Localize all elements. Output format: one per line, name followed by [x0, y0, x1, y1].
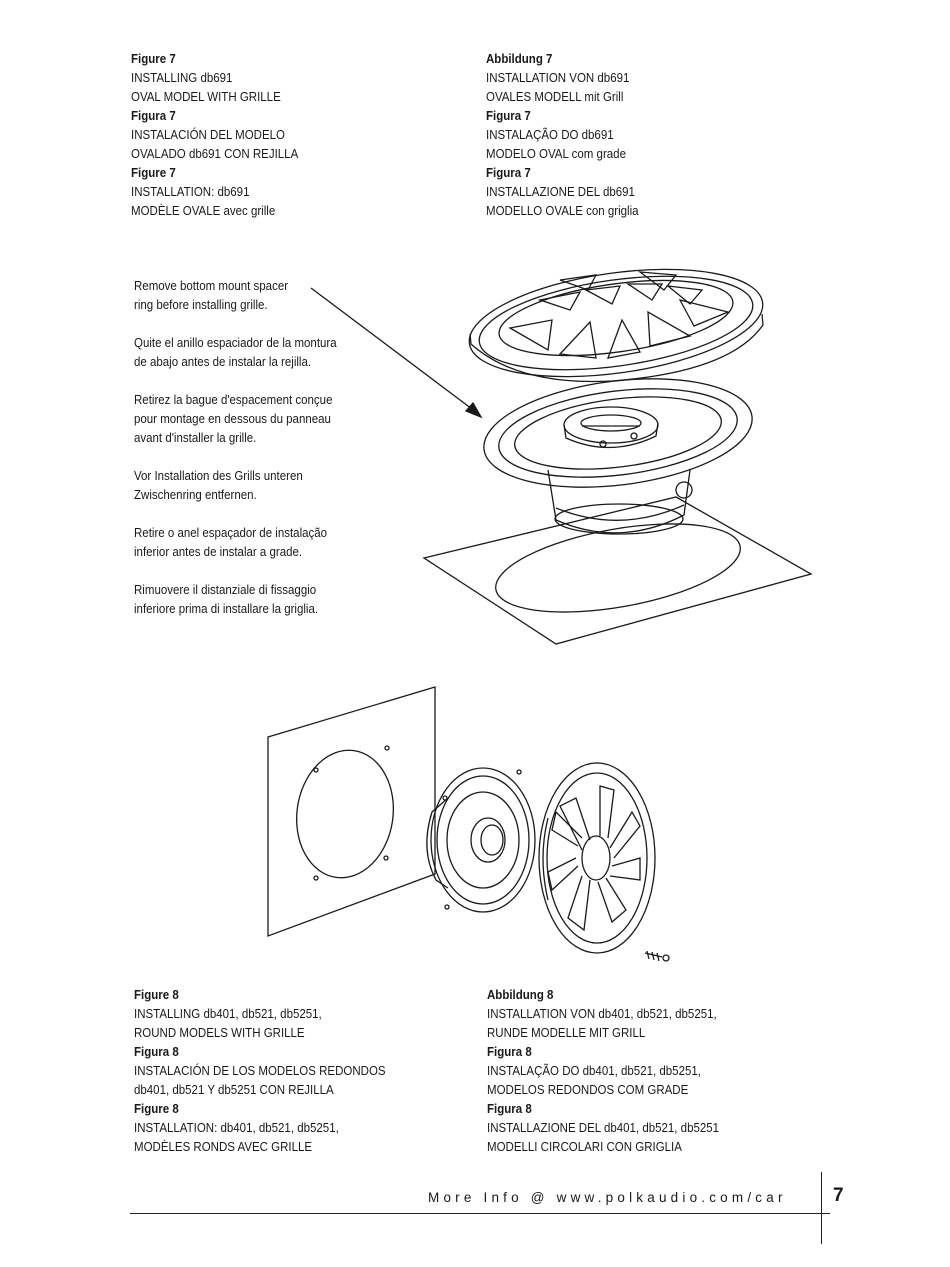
caption-line: ROUND MODELS WITH GRILLE — [134, 1026, 305, 1040]
caption-line: INSTALLATION: db401, db521, db5251, — [134, 1121, 339, 1135]
figure8-caption-right — [487, 986, 719, 1157]
caption-line: MODÈLE OVALE avec grille — [131, 204, 276, 218]
callout-arrow — [311, 288, 481, 417]
footer-url: More Info @ www.polkaudio.com/car — [428, 1190, 787, 1205]
caption-line: INSTALLATION VON db401, db521, db5251, — [487, 1007, 717, 1021]
caption-heading: Figura 7 — [131, 109, 176, 123]
caption-line: RUNDE MODELLE MIT GRILL — [487, 1026, 646, 1040]
caption-line: MODELOS REDONDOS COM GRADE — [487, 1083, 689, 1097]
round-mounting-panel — [268, 687, 435, 936]
oval-mounting-panel — [424, 497, 811, 644]
caption-heading: Abbildung 7 — [486, 52, 553, 66]
callout-line: Remove bottom mount spacer — [134, 279, 289, 293]
figure8-caption-left — [134, 986, 386, 1157]
callout-line: pour montage en dessous du panneau — [134, 412, 331, 426]
caption-heading: Figura 7 — [486, 109, 531, 123]
callout-line: Zwischenring entfernen. — [134, 488, 257, 502]
round-grille — [539, 763, 655, 953]
caption-heading: Figura 7 — [486, 166, 531, 180]
footer-rule — [130, 1213, 830, 1214]
callout-line: Retire o anel espaçador de instalação — [134, 526, 328, 540]
caption-heading: Figure 7 — [131, 52, 176, 66]
caption-line: INSTALLAZIONE DEL db691 — [486, 185, 635, 199]
caption-line: OVALADO db691 CON REJILLA — [131, 147, 299, 161]
callout-line: Vor Installation des Grills unteren — [134, 469, 303, 483]
caption-heading: Figura 8 — [134, 1045, 179, 1059]
callout-line: de abajo antes de instalar la rejilla. — [134, 355, 312, 369]
caption-line: MODELLI CIRCOLARI CON GRIGLIA — [487, 1140, 682, 1154]
callout-line: Retirez la bague d'espacement conçue — [134, 393, 333, 407]
caption-heading: Figura 8 — [487, 1102, 532, 1116]
caption-line: OVALES MODELL mit Grill — [486, 90, 624, 104]
caption-line: INSTALAÇÃO DO db401, db521, db5251, — [487, 1064, 701, 1078]
oval-speaker — [478, 365, 759, 534]
caption-line: INSTALACIÓN DEL MODELO — [131, 128, 286, 142]
page-number: 7 — [833, 1185, 844, 1206]
caption-heading: Figura 8 — [487, 1045, 532, 1059]
caption-heading: Figure 8 — [134, 1102, 179, 1116]
caption-line: MODELLO OVALE con griglia — [486, 204, 639, 218]
caption-line: INSTALLING db691 — [131, 71, 233, 85]
caption-line: MODÈLES RONDS AVEC GRILLE — [134, 1140, 313, 1154]
caption-line: INSTALLAZIONE DEL db401, db521, db5251 — [487, 1121, 720, 1135]
caption-heading: Abbildung 8 — [487, 988, 554, 1002]
callout-line: Rimuovere il distanziale di fissaggio — [134, 583, 317, 597]
caption-line: MODELO OVAL com grade — [486, 147, 626, 161]
callout-line: avant d'installer la grille. — [134, 431, 257, 445]
caption-line: db401, db521 Y db5251 CON REJILLA — [134, 1083, 334, 1097]
caption-line: INSTALACIÓN DE LOS MODELOS REDONDOS — [134, 1064, 386, 1078]
mounting-screw — [645, 951, 669, 961]
caption-line: INSTALLATION VON db691 — [486, 71, 630, 85]
footer-divider — [821, 1172, 822, 1244]
caption-line: INSTALLING db401, db521, db5251, — [134, 1007, 322, 1021]
callout-line: inferior antes de instalar a grade. — [134, 545, 303, 559]
callout-line: inferiore prima di installare la griglia. — [134, 602, 319, 616]
caption-line: OVAL MODEL WITH GRILLE — [131, 90, 281, 104]
oval-grille — [462, 253, 769, 393]
caption-line: INSTALLATION: db691 — [131, 185, 250, 199]
caption-heading: Figure 7 — [131, 166, 176, 180]
callout-line: Quite el anillo espaciador de la montura — [134, 336, 337, 350]
round-speaker — [427, 768, 535, 912]
caption-line: INSTALAÇÃO DO db691 — [486, 128, 614, 142]
callout-line: ring before installing grille. — [134, 298, 268, 312]
caption-heading: Figure 8 — [134, 988, 179, 1002]
